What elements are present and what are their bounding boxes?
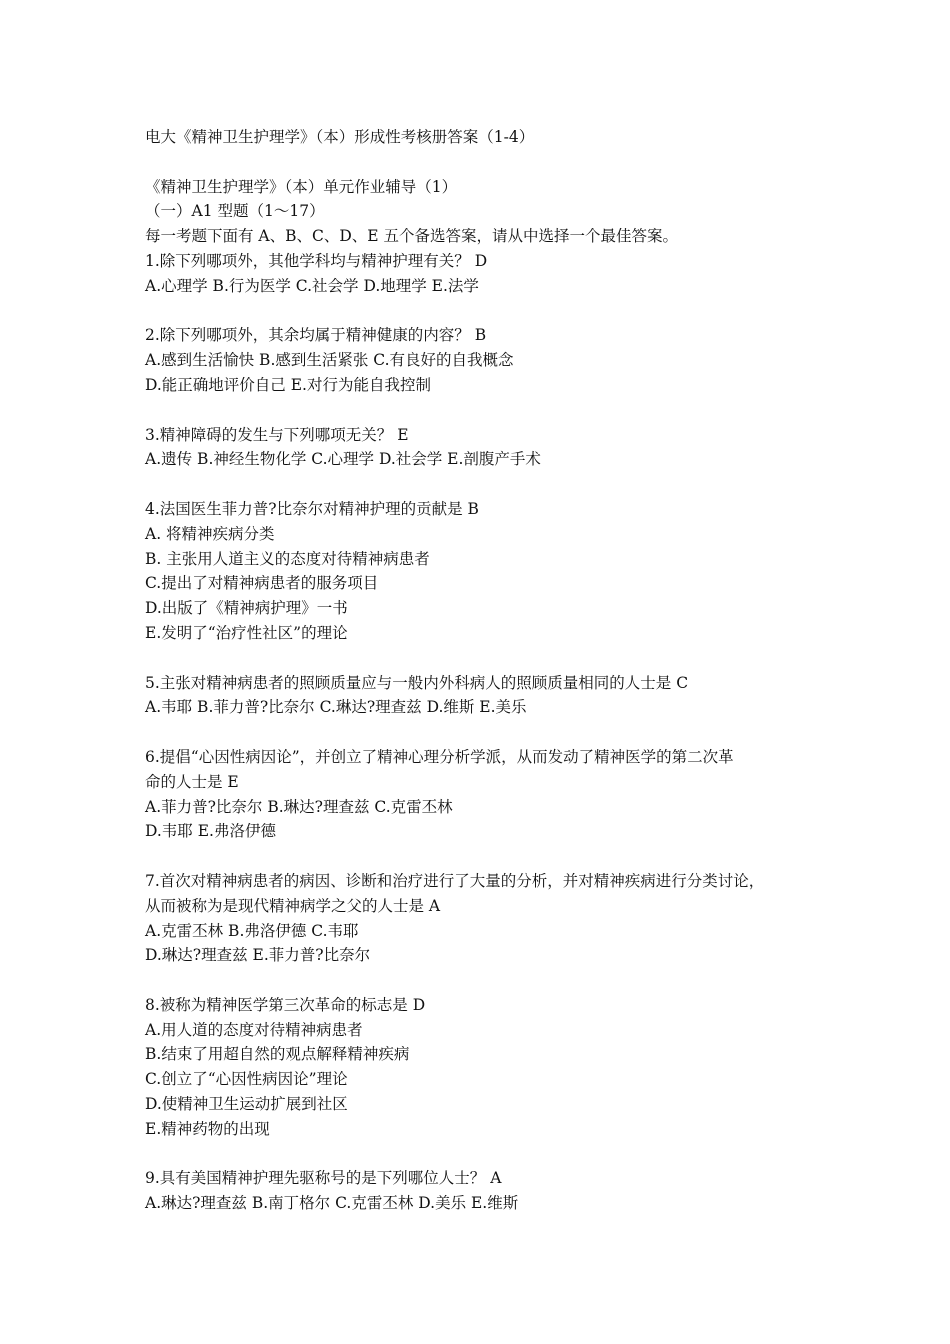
spacer — [145, 299, 825, 324]
question-stem: 4.法国医生菲力普?比奈尔对精神护理的贡献是 B — [145, 499, 479, 518]
question-options: 从而被称为是现代精神病学之父的人士是 A — [145, 896, 441, 915]
question-options: D.出版了《精神病护理》一书 — [145, 599, 348, 618]
spacer — [145, 968, 825, 993]
question-block — [145, 671, 825, 721]
question-options: D.能正确地评价自己 E.对行为能自我控制 — [145, 375, 431, 394]
question-stem: 6.提倡“心因性病因论”，并创立了精神心理分析学派，从而发动了精神医学的第二次革 — [145, 747, 734, 766]
instruction-text: 每一考题下面有 A、B、C、D、E 五个备选答案，请从中选择一个最佳答案。 — [145, 227, 679, 246]
spacer — [145, 844, 825, 869]
question-options: E.发明了“治疗性社区”的理论 — [145, 623, 348, 642]
question-options: A.遗传 B.神经生物化学 C.心理学 D.社会学 E.剖腹产手术 — [145, 450, 541, 469]
question-stem: 7.首次对精神病患者的病因、诊断和治疗进行了大量的分析，并对精神疾病进行分类讨论， — [145, 871, 765, 890]
question-stem: 9.具有美国精神护理先驱称号的是下列哪位人士？ A — [145, 1169, 502, 1188]
question-options: A.感到生活愉快 B.感到生活紧张 C.有良好的自我概念 — [145, 351, 514, 370]
question-options: C.提出了对精神病患者的服务项目 — [145, 574, 379, 593]
section-heading: （一）A1 型题（1～17） — [145, 202, 325, 221]
question-block — [145, 1166, 825, 1216]
spacer — [145, 398, 825, 423]
spacer — [145, 150, 825, 175]
question-block — [145, 423, 825, 473]
question-block — [145, 869, 825, 968]
question-options: A.克雷丕林 B.弗洛伊德 C.韦耶 — [145, 921, 359, 940]
question-options: B.结束了用超自然的观点解释精神疾病 — [145, 1045, 410, 1064]
question-options: D.韦耶 E.弗洛伊德 — [145, 822, 276, 841]
spacer — [145, 472, 825, 497]
question-options: D.琳达?理查兹 E.菲力普?比奈尔 — [145, 946, 371, 965]
spacer — [145, 646, 825, 671]
question-options: D.使精神卫生运动扩展到社区 — [145, 1095, 348, 1114]
document-page — [145, 125, 825, 1216]
question-block — [145, 497, 825, 646]
question-options: 命的人士是 E — [145, 772, 239, 791]
question-stem: 8.被称为精神医学第三次革命的标志是 D — [145, 995, 426, 1014]
question-block — [145, 323, 825, 397]
unit-title: 《精神卫生护理学》（本）单元作业辅导（1） — [145, 177, 458, 196]
question-stem: 2.除下列哪项外，其余均属于精神健康的内容？ B — [145, 326, 487, 345]
question-options: A.用人道的态度对待精神病患者 — [145, 1020, 363, 1039]
question-options: A.琳达?理查兹 B.南丁格尔 C.克雷丕林 D.美乐 E.维斯 — [145, 1194, 519, 1213]
question-block — [145, 745, 825, 844]
question-stem: 1.除下列哪项外，其他学科均与精神护理有关？ D — [145, 251, 488, 270]
question-options: A.韦耶 B.菲力普?比奈尔 C.琳达?理查兹 D.维斯 E.美乐 — [145, 698, 527, 717]
question-options: C.创立了“心因性病因论”理论 — [145, 1070, 348, 1089]
question-block — [145, 993, 825, 1142]
question-options: E.精神药物的出现 — [145, 1119, 270, 1138]
document-title: 电大《精神卫生护理学》（本）形成性考核册答案（1-4） — [145, 128, 535, 146]
question-list — [145, 249, 825, 1216]
question-block — [145, 249, 825, 299]
question-stem: 5.主张对精神病患者的照顾质量应与一般内外科病人的照顾质量相同的人士是 C — [145, 673, 689, 692]
question-options: B. 主张用人道主义的态度对待精神病患者 — [145, 549, 430, 568]
question-options: A.菲力普?比奈尔 B.琳达?理查兹 C.克雷丕林 — [145, 797, 453, 816]
question-options: A. 将精神疾病分类 — [145, 524, 275, 543]
spacer — [145, 720, 825, 745]
question-stem: 3.精神障碍的发生与下列哪项无关？ E — [145, 425, 409, 444]
question-options: A.心理学 B.行为医学 C.社会学 D.地理学 E.法学 — [145, 276, 479, 295]
spacer — [145, 1142, 825, 1167]
